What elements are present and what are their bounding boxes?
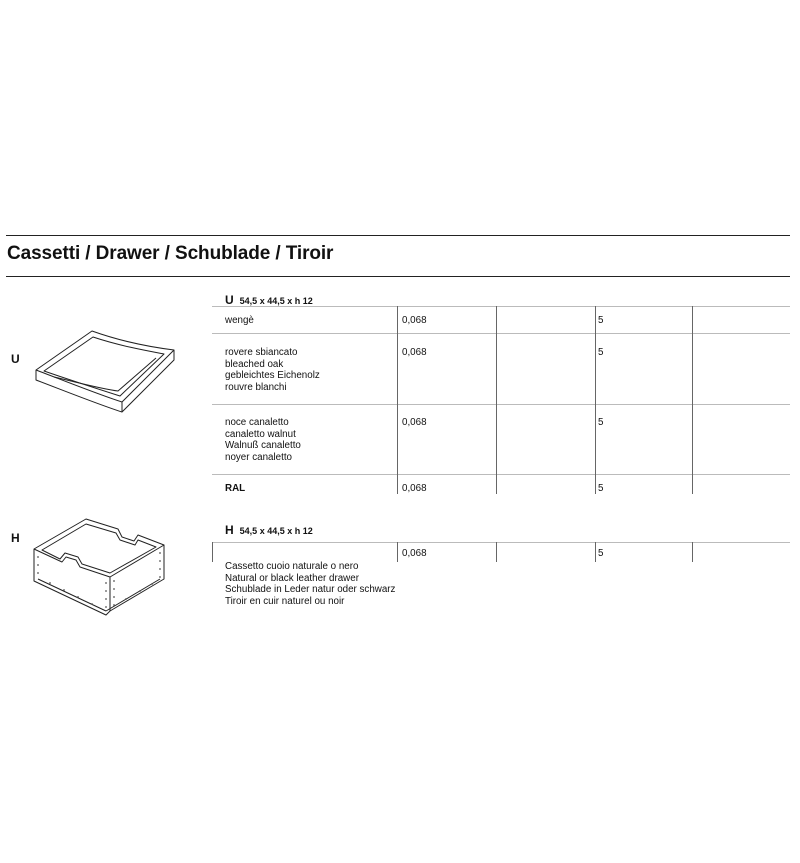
model-dimensions: 54,5 x 44,5 x h 12 [239, 296, 313, 306]
finish-description [225, 347, 320, 393]
drawer-u-illustration [30, 325, 180, 415]
column-divider [397, 306, 398, 494]
quantity-value: 5 [598, 417, 604, 428]
finish-line: canaletto walnut [225, 428, 296, 440]
finish-line: gebleichtes Eichenolz [225, 370, 320, 381]
finish-line: Walnuß canaletto [225, 440, 301, 451]
page-title: Cassetti / Drawer / Schublade / Tiroir [7, 243, 334, 264]
finish-description [225, 561, 395, 607]
finish-line: bleached oak [225, 358, 284, 370]
finish-line: rovere sbiancato [225, 347, 298, 358]
column-divider [212, 542, 213, 562]
column-divider [692, 542, 693, 562]
quantity-value: 5 [598, 548, 604, 559]
column-divider [692, 306, 693, 494]
volume-value: 0,068 [402, 483, 427, 494]
finish-line: wengè [225, 315, 254, 326]
column-divider [496, 542, 497, 562]
top-rule [6, 235, 790, 236]
model-code-h: H [11, 531, 20, 545]
volume-value: 0,068 [402, 417, 427, 428]
row-divider [212, 404, 790, 405]
row-divider [212, 306, 790, 307]
model-code-u: U [11, 352, 20, 366]
row-divider [212, 474, 790, 475]
title-underline-rule [6, 276, 790, 277]
finish-line: Tiroir en cuir naturel ou noir [225, 595, 345, 607]
finish-description [225, 483, 245, 495]
drawer-h-illustration [30, 515, 170, 620]
model-dimensions: 54,5 x 44,5 x h 12 [239, 526, 313, 536]
finish-description [225, 315, 254, 327]
finish-line: noce canaletto [225, 417, 289, 428]
model-header-letter: U [225, 293, 234, 307]
column-divider [496, 306, 497, 494]
column-divider [397, 542, 398, 562]
quantity-value: 5 [598, 483, 604, 494]
row-divider [212, 542, 790, 543]
finish-line: rouvre blanchi [225, 381, 287, 393]
row-divider [212, 333, 790, 334]
quantity-value: 5 [598, 347, 604, 358]
finish-line: Natural or black leather drawer [225, 572, 359, 584]
finish-line: Schublade in Leder natur oder schwarz [225, 584, 396, 595]
column-divider [595, 306, 596, 494]
finish-description [225, 417, 301, 463]
finish-line: Cassetto cuoio naturale o nero [225, 561, 359, 572]
quantity-value: 5 [598, 315, 604, 326]
finish-line: noyer canaletto [225, 451, 292, 463]
volume-value: 0,068 [402, 548, 427, 559]
model-header-h [225, 521, 313, 539]
finish-line: RAL [225, 483, 246, 494]
volume-value: 0,068 [402, 315, 427, 326]
column-divider [595, 542, 596, 562]
volume-value: 0,068 [402, 347, 427, 358]
model-header-letter: H [225, 523, 234, 537]
